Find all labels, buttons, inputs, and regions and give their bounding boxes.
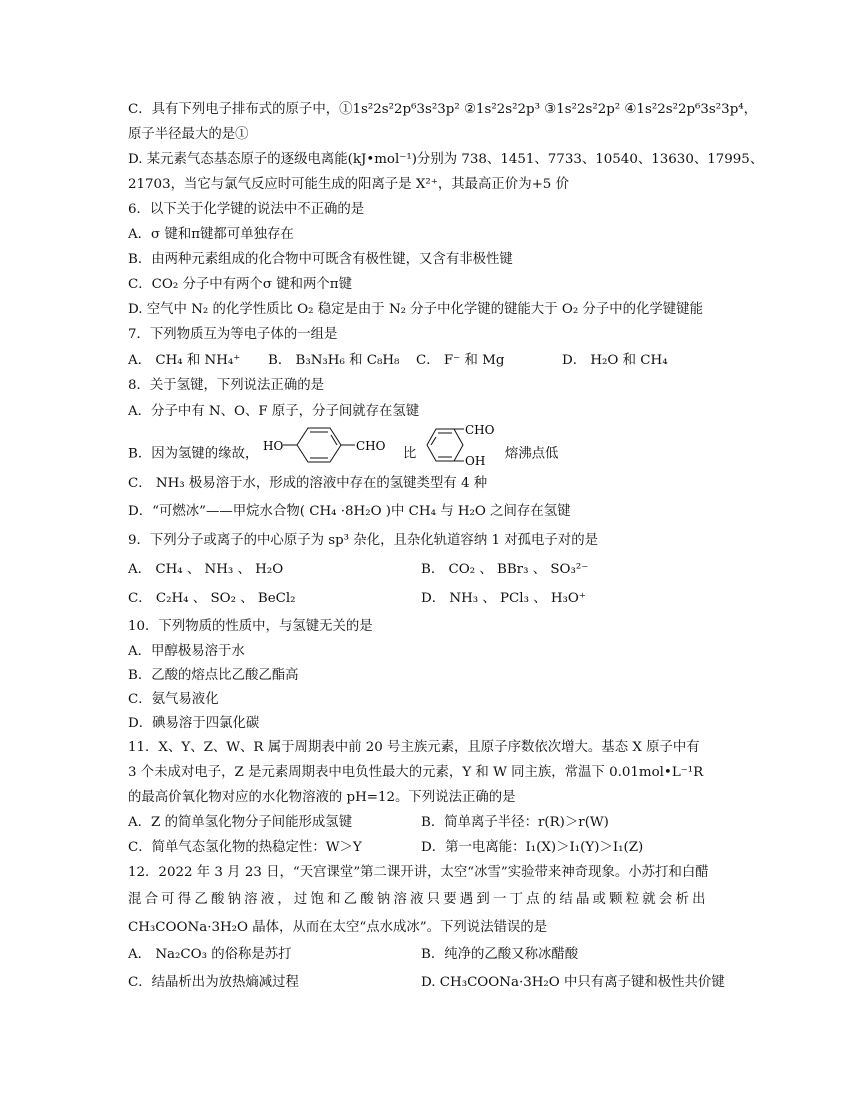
q12-options-row2 [128, 973, 740, 995]
q5-option-c-line2: 原子半径最大的是① [128, 127, 249, 142]
q6-stem: 6．以下关于化学键的说法中不正确的是 [128, 202, 365, 217]
q8-option-d: D．“可燃冰”——甲烷水合物( CH₄ ·8H₂O )中 CH₄ 与 H₂O 之间存在氢键 [128, 504, 571, 519]
q7-option-a: A． CH₄ 和 NH₄⁺ [128, 353, 241, 368]
q11-stem-line1: 11．X、Y、Z、W、R 属于周期表中前 20 号主族元素，且原子序数依次增大。基态 X 原子中有 [128, 740, 700, 755]
q12-option-c: C．结晶析出为放热熵减过程 [128, 975, 299, 990]
q10-option-a: A．甲醇极易溶于水 [128, 644, 245, 659]
q12-option-d: D. CH₃COONa·3H₂O 中只有离子键和极性共价键 [421, 975, 725, 990]
q12-stem-line2: 混合可得乙酸钠溶液，过饱和乙酸钠溶液只要遇到一丁点的结晶或颗粒就会析出 [128, 892, 709, 907]
q10-option-d: D．碘易溶于四氯化碳 [128, 716, 260, 731]
q5-option-d-line1: D. 某元素气态基态原子的逐级电离能(kJ•mol⁻¹)分别为 738、1451、7733、10540、13630、17995、 [128, 152, 764, 167]
q7-option-c: C． F⁻ 和 Mg [416, 353, 505, 368]
mol2-top-label: CHO [464, 425, 495, 437]
q12-options-row1 [128, 945, 740, 967]
q9-options-row1 [128, 560, 740, 582]
q8-option-b-suffix: 熔沸点低 [504, 446, 559, 462]
q8-option-a: A．分子中有 N、O、F 原子，分子间就存在氢键 [128, 404, 420, 419]
q12-option-a: A． Na₂CO₃ 的俗称是苏打 [128, 947, 292, 962]
q11-option-b: B．简单离子半径：r(R)＞r(W) [421, 815, 609, 830]
q6-option-b: B．由两种元素组成的化合物中可既含有极性键，又含有非极性键 [128, 252, 513, 267]
q8-option-c: C． NH₃ 极易溶于水，形成的溶液中存在的氢键类型有 4 种 [128, 476, 488, 491]
q8-stem: 8．关于氢键，下列说法正确的是 [128, 378, 324, 393]
q8-option-b-mid: 比 [402, 446, 417, 462]
q7-option-d: D． H₂O 和 CH₄ [562, 353, 668, 368]
q6-option-d: D. 空气中 N₂ 的化学性质比 O₂ 稳定是由于 N₂ 分子中化学键的键能大于 O₂ 分子中的化学键键能 [128, 302, 703, 317]
q11-stem-line3: 的最高价氧化物对应的水化物溶液的 pH=12。下列说法正确的是 [128, 790, 516, 805]
q9-stem: 9．下列分子或离子的中心原子为 sp³ 杂化，且杂化轨道容纳 1 对孤电子对的是 [128, 533, 598, 548]
q5-option-d-line2: 21703，当它与氯气反应时可能生成的阳离子是 X²⁺，其最高正价为+5 价 [128, 177, 569, 192]
q10-option-b: B．乙酸的熔点比乙酸乙酯高 [128, 668, 299, 683]
q7-stem: 7．下列物质互为等电子体的一组是 [128, 327, 338, 342]
q9-option-a: A． CH₄ 、 NH₃ 、 H₂O [128, 562, 284, 577]
mol2-bottom-label: OH [464, 454, 485, 465]
q9-option-c: C． C₂H₄ 、 SO₂ 、 BeCl₂ [128, 591, 296, 606]
q11-stem-line2: 3 个未成对电子，Z 是元素周期表中电负性最大的元素，Y 和 W 同主族，常温下 0.01mol•L⁻¹R [128, 765, 704, 780]
q7-options-row [128, 351, 740, 373]
q8-option-b [128, 425, 558, 467]
q9-option-b: B． CO₂ 、 BBr₃ 、 SO₃²⁻ [421, 562, 589, 577]
q11-option-d: D．第一电离能：I₁(X)＞I₁(Y)＞I₁(Z) [421, 840, 644, 855]
q11-options-row2 [128, 838, 740, 860]
q6-option-c: C．CO₂ 分子中有两个σ 键和两个π键 [128, 277, 352, 292]
q11-options-row1 [128, 813, 740, 835]
mol1-right-label: CHO [355, 439, 386, 453]
mol1-left-label: HO [262, 439, 283, 453]
q7-option-b: B． B₃N₃H₆ 和 C₈H₈ [268, 353, 400, 368]
q8-option-b-prefix: B．因为氢键的缘故， [128, 446, 259, 462]
q12-option-b: B．纯净的乙酸又称冰醋酸 [421, 947, 579, 962]
q10-stem: 10．下列物质的性质中，与氢键无关的是 [128, 619, 373, 634]
q5-option-c-line1: C．具有下列电子排布式的原子中，①1s²2s²2p⁶3s²3p² ②1s²2s²2p³ ③1s²2s²2p² ④1s²2s²2p⁶3s²3p⁴， [128, 102, 758, 117]
q6-option-a: A．σ 键和π键都可单独存在 [128, 227, 294, 242]
q11-option-a: A．Z 的简单氢化物分子间能形成氢键 [128, 815, 353, 830]
q11-option-c: C．简单气态氢化物的热稳定性：W＞Y [128, 840, 362, 855]
q10-option-c: C．氨气易液化 [128, 692, 219, 707]
q9-option-d: D． NH₃ 、 PCl₃ 、 H₃O⁺ [421, 591, 586, 606]
q9-options-row2 [128, 589, 740, 611]
q12-stem-line1: 12．2022 年 3 月 23 日，“天宫课堂”第二课开讲，太空“冰雪”实验带来神奇现象。小苏打和白醋 [128, 865, 709, 880]
q12-stem-line3: CH₃COONa·3H₂O 晶体，从而在太空“点水成冰”。下列说法错误的是 [128, 920, 548, 935]
